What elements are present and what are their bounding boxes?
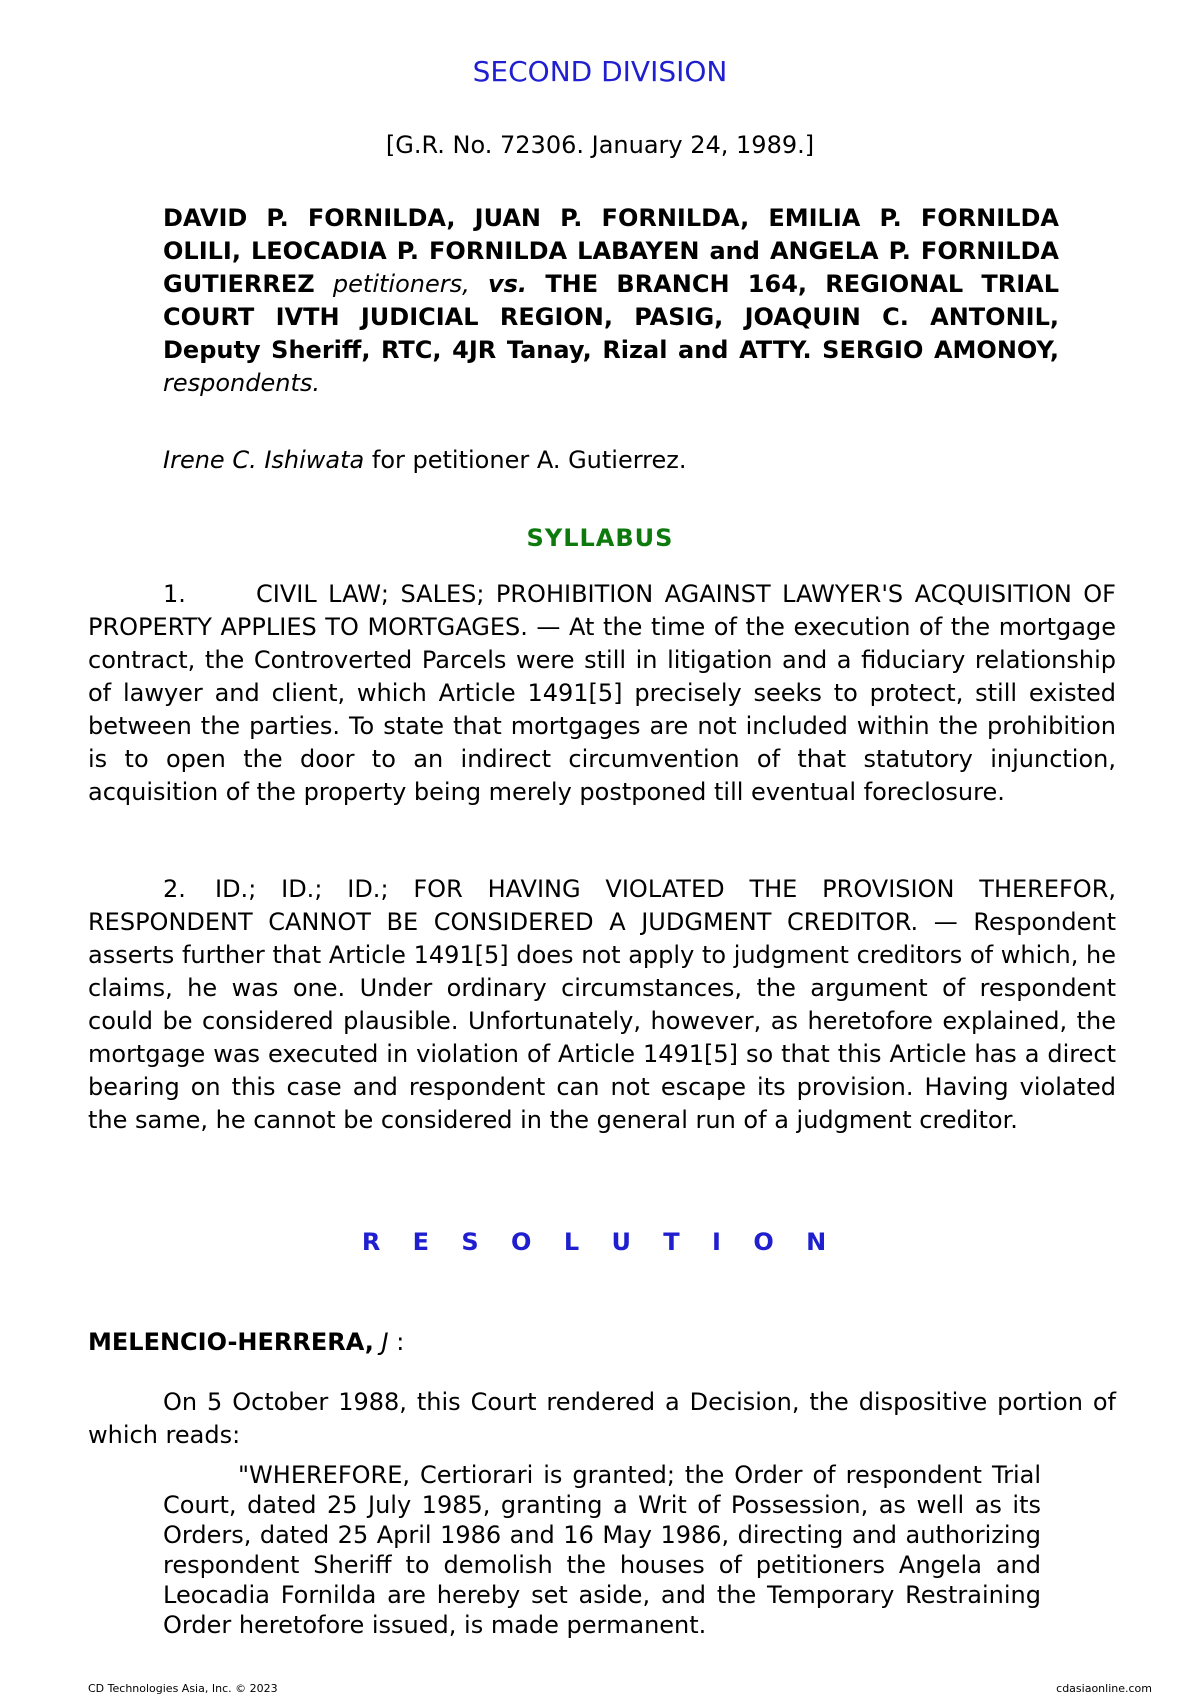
versus-label: vs. xyxy=(488,270,528,298)
respondents-label: respondents. xyxy=(163,369,321,397)
footer-website: cdasiaonline.com xyxy=(1056,1682,1152,1695)
ponente-suffix: J xyxy=(381,1328,389,1356)
ponente-line xyxy=(88,1328,404,1356)
division-heading: SECOND DIVISION xyxy=(472,55,728,88)
petitioners-label: petitioners, xyxy=(332,270,470,298)
case-number: [G.R. No. 72306. January 24, 1989.] xyxy=(385,131,815,159)
ponente-colon: : xyxy=(396,1328,405,1356)
syllabus-item-text: ID.; ID.; ID.; FOR HAVING VIOLATED THE PROVISION THEREFOR, RESPONDENT CANNOT BE CONSIDERED A JUDGMENT CREDITOR. — Respondent asserts further that Article 1491[5] does not apply to judgment creditors of which, he claims, he was one. Under ordinary circumstances, the argument of respondent could be considered plausible. Unfortunately, however, as heretofore explained, the mortgage was executed in violation of Article 1491[5] so that this Article has a direct bearing on this case and respondent can not escape its provision. Having violated the same, he cannot be considered in the general run of a judgment creditor. xyxy=(88,875,1116,1134)
counsel-text: for petitioner A. Gutierrez. xyxy=(371,446,687,474)
respondents-names: THE BRANCH 164, REGIONAL TRIAL COURT IVTH JUDICIAL REGION, PASIG, JOAQUIN C. ANTONIL, Deputy Sheriff, RTC, 4JR Tanay, Rizal and ATTY. SERGIO AMONOY xyxy=(163,270,1060,364)
resolution-paragraph xyxy=(88,1386,1116,1452)
counsel-name: Irene C. Ishiwata xyxy=(163,446,365,474)
petitioners-names: DAVID P. FORNILDA, JUAN P. FORNILDA, EMILIA P. FORNILDA OLILI, LEOCADIA P. FORNILDA LABAYEN and ANGELA P. FORNILDA GUTIERREZ xyxy=(163,204,1059,298)
quoted-dispositive-text: "WHEREFORE, Certiorari is granted; the Order of respondent Trial Court, dated 25 July 1985, granting a Writ of Possession, as well as its Orders, dated 25 April 1986 and 16 May 1986, directing and authorizing respondent Sheriff to demolish the houses of petitioners Angela and Leocadia Fornilda are hereby set aside, and the Temporary Restraining Order heretofore issued, is made permanent. xyxy=(163,1461,1041,1639)
resolution-heading: R E S O L U T I O N xyxy=(361,1228,839,1256)
resolution-paragraph-text: On 5 October 1988, this Court rendered a Decision, the dispositive portion of which reads: xyxy=(88,1388,1116,1449)
syllabus-item xyxy=(88,873,1116,1137)
quoted-dispositive xyxy=(163,1460,1041,1640)
syllabus-item-text: CIVIL LAW; SALES; PROHIBITION AGAINST LAWYER'S ACQUISITION OF PROPERTY APPLIES TO MORTGAGES. — At the time of the execution of the mortgage contract, the Controverted Parcels were still in litigation and a fiduciary relationship of lawyer and client, which Article 1491[5] precisely seeks to protect, still existed between the parties. To state that mortgages are not included within the prohibition is to open the door to an indirect circumvention of that statutory injunction, acquisition of the property being merely postponed till eventual foreclosure. xyxy=(88,580,1116,806)
syllabus-item-number: 1. xyxy=(163,580,186,608)
syllabus-item-number: 2. xyxy=(163,875,186,903)
case-parties: DAVID P. FORNILDA, JUAN P. FORNILDA, EMILIA P. FORNILDA OLILI, LEOCADIA P. FORNILDA LABAYEN and ANGELA P. FORNILDA GUTIERREZ petitioners, vs. THE BRANCH 164, REGIONAL TRIAL COURT IVTH JUDICIAL REGION, PASIG, JOAQUIN C. ANTONIL, Deputy Sheriff, RTC, 4JR Tanay, Rizal and ATTY. SERGIO AMONOY, respondents. xyxy=(163,204,1060,397)
syllabus-item xyxy=(88,578,1116,809)
syllabus-heading: SYLLABUS xyxy=(526,524,674,552)
counsel-line xyxy=(163,446,1063,474)
footer-copyright: CD Technologies Asia, Inc. © 2023 xyxy=(88,1682,278,1695)
ponente-name: MELENCIO-HERRERA, xyxy=(88,1328,374,1356)
